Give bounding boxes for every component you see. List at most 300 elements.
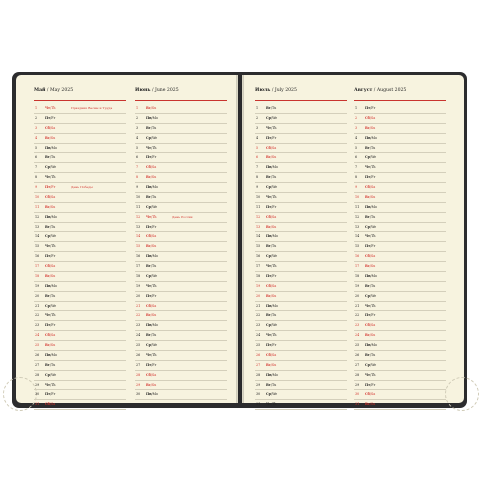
- day-number: 11: [355, 204, 360, 209]
- day-number: 10: [355, 194, 360, 199]
- day-row: [354, 311, 446, 321]
- day-row: [255, 331, 347, 341]
- day-number: 23: [256, 323, 261, 328]
- day-number: 12: [355, 214, 360, 219]
- weekday-en: We: [152, 343, 158, 347]
- weekday: Вс/Su: [146, 313, 157, 318]
- day-number: 6: [355, 155, 358, 160]
- weekday-ru: Чт: [146, 214, 152, 219]
- weekday-ru: Сб: [365, 185, 370, 189]
- day-row: [135, 351, 227, 361]
- weekday-en: We: [371, 362, 377, 367]
- day-number: 3: [355, 125, 358, 130]
- weekday: Чт/Th: [45, 382, 56, 387]
- weekday: Пн/Mo: [266, 372, 279, 377]
- weekday-ru: Пн: [146, 392, 152, 397]
- day-number: 21: [35, 303, 40, 308]
- weekday-ru: Вт: [146, 194, 151, 199]
- day-number: 4: [355, 135, 358, 140]
- weekday-ru: Сб: [146, 303, 151, 308]
- weekday: Пт/Fr: [365, 106, 376, 110]
- day-row: [135, 134, 227, 144]
- day-row: [135, 193, 227, 203]
- weekday-en: Th: [272, 125, 277, 130]
- weekday-en: We: [272, 115, 278, 120]
- weekday: Вт/Tu: [266, 175, 277, 180]
- weekday: Ср/We: [45, 234, 57, 239]
- weekday-en: Su: [370, 402, 376, 407]
- month-heading: Июль / July 2025: [255, 88, 347, 101]
- day-row: [34, 282, 126, 292]
- weekday-en: Sa: [151, 303, 157, 308]
- day-number: 16: [136, 254, 141, 259]
- day-number: 31: [256, 402, 261, 407]
- weekday-ru: Сб: [45, 125, 50, 130]
- weekday-en: Sa: [370, 185, 376, 189]
- weekday: Вс/Su: [146, 106, 157, 110]
- day-row: [255, 302, 347, 312]
- day-list: [135, 104, 227, 400]
- weekday-en: Fr: [272, 343, 277, 347]
- weekday-en: Tu: [50, 155, 56, 160]
- day-number: 10: [256, 194, 261, 199]
- weekday-en: Th: [272, 194, 277, 199]
- day-number: 20: [35, 293, 40, 298]
- day-number: 19: [35, 283, 40, 288]
- weekday: Пт/Fr: [266, 273, 277, 278]
- day-number: 7: [136, 165, 139, 170]
- weekday: Чт/Th: [365, 234, 376, 239]
- weekday: Вс/Su: [45, 135, 56, 140]
- weekday-en: Fr: [371, 313, 376, 318]
- weekday: Ср/We: [45, 372, 57, 377]
- month-name-en: May 2025: [49, 88, 74, 93]
- day-row: [354, 321, 446, 331]
- weekday: Сб/Sa: [266, 145, 277, 150]
- month-name-ru: Июль: [255, 88, 271, 93]
- weekday-ru: Сб: [365, 115, 370, 120]
- weekday-ru: Чт: [266, 333, 272, 338]
- day-row: [255, 203, 347, 213]
- weekday-en: Mo: [51, 214, 58, 219]
- weekday-ru: Вс: [45, 135, 50, 140]
- day-row: [354, 341, 446, 351]
- day-number: 22: [256, 313, 261, 318]
- month-column-may: [34, 88, 126, 410]
- weekday-en: We: [272, 392, 278, 397]
- weekday-en: Fr: [152, 293, 157, 298]
- weekday: Вс/Su: [266, 362, 277, 367]
- day-number: 25: [256, 343, 261, 347]
- weekday-ru: Вт: [266, 382, 271, 387]
- day-number: 2: [136, 115, 139, 120]
- day-row: [354, 351, 446, 361]
- weekday-ru: Пн: [146, 185, 152, 189]
- day-number: 30: [355, 392, 360, 397]
- day-number: 2: [35, 115, 38, 120]
- weekday: Сб/Sa: [45, 402, 56, 407]
- weekday-en: Tu: [271, 382, 277, 387]
- day-row: [34, 242, 126, 252]
- day-row: [135, 153, 227, 163]
- weekday-ru: Пн: [365, 204, 371, 209]
- day-row: [354, 163, 446, 173]
- weekday-en: Th: [272, 333, 277, 338]
- day-row: [255, 104, 347, 114]
- day-row: [34, 153, 126, 163]
- day-row: [34, 381, 126, 391]
- weekday-ru: Вт: [146, 333, 151, 338]
- day-number: 29: [256, 382, 261, 387]
- weekday-ru: Вт: [365, 283, 370, 288]
- day-number: 15: [355, 244, 360, 249]
- weekday-ru: Ср: [146, 135, 151, 140]
- weekday: Пт/Fr: [365, 382, 376, 387]
- weekday-ru: Сб: [266, 352, 271, 357]
- weekday: Чт/Th: [45, 313, 56, 318]
- weekday-ru: Ср: [365, 155, 370, 160]
- weekday: Чт/Th: [266, 125, 277, 130]
- weekday: Пн/Mo: [45, 352, 58, 357]
- weekday: Вт/Tu: [45, 155, 56, 160]
- weekday: Сб/Sa: [45, 333, 56, 338]
- weekday-ru: Пн: [45, 214, 51, 219]
- weekday-ru: Пн: [266, 234, 272, 239]
- day-row: [255, 252, 347, 262]
- weekday: Пт/Fr: [45, 323, 56, 328]
- weekday-ru: Пт: [146, 293, 152, 298]
- day-number: 25: [355, 343, 360, 347]
- day-number: 11: [256, 204, 261, 209]
- weekday-ru: Пн: [146, 323, 152, 328]
- weekday-ru: Вт: [365, 352, 370, 357]
- day-number: 25: [136, 343, 141, 347]
- weekday-ru: Пн: [365, 343, 371, 347]
- weekday-en: Mo: [371, 273, 378, 278]
- weekday-en: Su: [151, 106, 157, 110]
- weekday: Вт/Tu: [45, 224, 56, 229]
- day-number: 14: [355, 234, 360, 239]
- weekday: Сб/Sa: [266, 283, 277, 288]
- weekday-en: Sa: [50, 194, 56, 199]
- day-number: 28: [35, 372, 40, 377]
- day-row: [255, 223, 347, 233]
- weekday-ru: Ср: [45, 372, 50, 377]
- day-row: [255, 144, 347, 154]
- weekday-ru: Вт: [266, 175, 271, 180]
- day-row: [34, 321, 126, 331]
- weekday-en: Sa: [271, 145, 277, 150]
- day-number: 23: [355, 323, 360, 328]
- day-number: 16: [355, 254, 360, 259]
- weekday-ru: Ср: [266, 185, 271, 189]
- day-row: [255, 292, 347, 302]
- weekday: Сб/Sa: [365, 254, 376, 259]
- weekday-en: Fr: [152, 362, 157, 367]
- weekday-en: Tu: [271, 175, 277, 180]
- day-row: [135, 232, 227, 242]
- weekday-ru: Чт: [45, 244, 51, 249]
- weekday-en: We: [152, 135, 158, 140]
- day-list: [255, 104, 347, 410]
- day-row: [354, 213, 446, 223]
- day-number: 14: [256, 234, 261, 239]
- weekday-en: Fr: [272, 273, 277, 278]
- weekday-en: Mo: [51, 145, 58, 150]
- weekday: Пн/Mo: [45, 145, 58, 150]
- weekday: Пн/Mo: [45, 283, 58, 288]
- weekday: Пт/Fr: [365, 244, 376, 249]
- weekday-ru: Пт: [365, 106, 371, 110]
- weekday: Пн/Mo: [266, 234, 279, 239]
- weekday: Ср/We: [365, 293, 377, 298]
- day-number: 26: [35, 352, 40, 357]
- day-number: 13: [256, 224, 261, 229]
- weekday: Чт/Th: [266, 333, 277, 338]
- day-number: 6: [256, 155, 259, 160]
- month-name-en: July 2025: [274, 88, 297, 93]
- weekday-en: Tu: [370, 283, 376, 288]
- weekday: Ср/We: [266, 254, 278, 259]
- weekday-ru: Ср: [146, 343, 151, 347]
- day-row: [354, 361, 446, 371]
- weekday-en: Tu: [370, 352, 376, 357]
- day-number: 3: [35, 125, 38, 130]
- weekday: Сб/Sa: [266, 214, 277, 219]
- day-number: 18: [35, 273, 40, 278]
- day-number: 5: [355, 145, 358, 150]
- weekday: Сб/Sa: [365, 185, 376, 189]
- weekday-en: Fr: [371, 175, 376, 180]
- weekday-ru: Ср: [266, 254, 271, 259]
- weekday-en: Fr: [152, 155, 157, 160]
- weekday-en: Mo: [371, 204, 378, 209]
- day-number: 28: [355, 372, 360, 377]
- day-row: [354, 223, 446, 233]
- day-number: 16: [256, 254, 261, 259]
- weekday-en: Tu: [151, 125, 157, 130]
- weekday-ru: Сб: [365, 392, 370, 397]
- weekday: Вт/Tu: [266, 382, 277, 387]
- day-row: [354, 331, 446, 341]
- day-row: [135, 321, 227, 331]
- day-row: [34, 341, 126, 351]
- weekday: Чт/Th: [266, 402, 277, 407]
- day-number: 1: [136, 106, 139, 110]
- day-number: 19: [355, 283, 360, 288]
- weekday: Пт/Fr: [266, 135, 277, 140]
- day-row: [354, 292, 446, 302]
- corner-stitch-left: [3, 377, 37, 411]
- weekday-ru: Пн: [266, 165, 272, 170]
- day-row: [135, 341, 227, 351]
- weekday-en: Fr: [51, 323, 56, 328]
- day-row: [354, 262, 446, 272]
- weekday: Пт/Fr: [365, 313, 376, 318]
- weekday: Ср/We: [146, 135, 158, 140]
- weekday-ru: Вс: [45, 273, 50, 278]
- month-name-ru: Июнь: [135, 88, 151, 93]
- weekday-en: Th: [152, 214, 157, 219]
- weekday: Сб/Sa: [45, 264, 56, 268]
- weekday-en: Sa: [50, 333, 56, 338]
- weekday-ru: Пт: [45, 254, 51, 259]
- day-number: 22: [35, 313, 40, 318]
- page-spine: [236, 75, 244, 403]
- weekday-ru: Вт: [266, 244, 271, 249]
- weekday-ru: Пн: [45, 145, 51, 150]
- day-number: 24: [355, 333, 360, 338]
- weekday-ru: Сб: [146, 165, 151, 170]
- day-number: 17: [355, 264, 360, 268]
- weekday-en: Su: [370, 333, 376, 338]
- day-number: 23: [35, 323, 40, 328]
- day-row: [255, 193, 347, 203]
- day-number: 21: [355, 303, 360, 308]
- weekday: Вт/Tu: [146, 333, 157, 338]
- day-number: 7: [355, 165, 358, 170]
- weekday-en: We: [51, 165, 57, 170]
- day-row: [354, 183, 446, 193]
- weekday: Вс/Su: [365, 264, 376, 268]
- day-number: 24: [256, 333, 261, 338]
- day-row: [255, 153, 347, 163]
- day-row: [354, 381, 446, 391]
- weekday-ru: Чт: [45, 382, 51, 387]
- weekday-en: Fr: [51, 392, 56, 397]
- weekday-en: Th: [51, 244, 56, 249]
- weekday: Сб/Sa: [146, 372, 157, 377]
- weekday: Вт/Tu: [365, 283, 376, 288]
- weekday: Сб/Sa: [365, 115, 376, 120]
- day-row: [255, 114, 347, 124]
- day-row: [354, 302, 446, 312]
- weekday-ru: Пн: [266, 303, 272, 308]
- weekday: Вс/Su: [266, 155, 277, 160]
- weekday-ru: Пт: [365, 244, 371, 249]
- weekday-en: Th: [272, 264, 277, 268]
- day-row: [354, 252, 446, 262]
- weekday: Ср/We: [146, 273, 158, 278]
- day-number: 10: [35, 194, 40, 199]
- weekday: Вт/Tu: [45, 293, 56, 298]
- weekday-ru: Чт: [266, 125, 272, 130]
- day-number: 1: [355, 106, 358, 110]
- weekday-ru: Чт: [266, 194, 272, 199]
- weekday: Пн/Mo: [266, 165, 279, 170]
- weekday-ru: Вт: [365, 214, 370, 219]
- weekday-en: Th: [152, 283, 157, 288]
- day-number: 11: [136, 204, 141, 209]
- weekday: Вт/Tu: [365, 214, 376, 219]
- day-row: [354, 134, 446, 144]
- weekday: Ср/We: [365, 155, 377, 160]
- weekday: Пт/Fr: [146, 293, 157, 298]
- weekday-en: Sa: [151, 234, 157, 239]
- weekday: Вт/Tu: [365, 145, 376, 150]
- weekday-en: Th: [371, 165, 376, 170]
- day-number: 8: [35, 175, 38, 180]
- weekday-en: Mo: [51, 283, 58, 288]
- day-row: [255, 173, 347, 183]
- weekday-en: We: [371, 293, 377, 298]
- day-number: 10: [136, 194, 141, 199]
- day-row: [255, 282, 347, 292]
- weekday: Пт/Fr: [365, 175, 376, 180]
- weekday-en: Mo: [272, 234, 279, 239]
- weekday: Пн/Mo: [146, 185, 159, 189]
- weekday-en: Sa: [271, 214, 277, 219]
- holiday-note: Праздник Весны и Труда: [71, 106, 113, 110]
- day-row: [354, 144, 446, 154]
- day-number: 14: [136, 234, 141, 239]
- weekday: Чт/Th: [266, 194, 277, 199]
- day-number: 29: [35, 382, 40, 387]
- day-number: 26: [136, 352, 141, 357]
- weekday: Чт/Th: [45, 175, 56, 180]
- day-number: 12: [136, 214, 141, 219]
- weekday: Пн/Mo: [146, 392, 159, 397]
- weekday-en: Sa: [50, 125, 56, 130]
- weekday: Пт/Fr: [45, 185, 56, 189]
- weekday-ru: Ср: [45, 303, 50, 308]
- day-row: [135, 183, 227, 193]
- weekday-en: Tu: [271, 106, 277, 110]
- weekday: Вт/Tu: [266, 244, 277, 249]
- day-row: [34, 173, 126, 183]
- weekday-ru: Чт: [266, 264, 272, 268]
- weekday-ru: Пт: [45, 115, 51, 120]
- day-number: 3: [256, 125, 259, 130]
- weekday: Чт/Th: [146, 352, 157, 357]
- weekday-en: Su: [50, 135, 56, 140]
- day-number: 6: [136, 155, 139, 160]
- day-row: [135, 390, 227, 400]
- weekday: Сб/Sa: [146, 165, 157, 170]
- weekday: Ср/We: [146, 343, 158, 347]
- day-row: [255, 163, 347, 173]
- weekday-en: Su: [271, 293, 277, 298]
- weekday-en: Su: [50, 204, 56, 209]
- weekday-en: Th: [272, 402, 277, 407]
- day-row: [255, 381, 347, 391]
- weekday-en: Fr: [152, 224, 157, 229]
- weekday: Вс/Su: [266, 293, 277, 298]
- day-row: [255, 311, 347, 321]
- weekday-ru: Вт: [365, 145, 370, 150]
- weekday: Пт/Fr: [146, 362, 157, 367]
- day-row: [34, 252, 126, 262]
- weekday: Пт/Fr: [146, 224, 157, 229]
- day-number: 29: [136, 382, 141, 387]
- day-number: 4: [35, 135, 38, 140]
- weekday: Вс/Su: [146, 244, 157, 249]
- day-row: [34, 223, 126, 233]
- weekday: Чт/Th: [146, 283, 157, 288]
- day-row: [354, 104, 446, 114]
- weekday-ru: Вт: [45, 224, 50, 229]
- weekday-ru: Сб: [266, 214, 271, 219]
- weekday: Чт/Th: [365, 165, 376, 170]
- day-number: 2: [355, 115, 358, 120]
- weekday-ru: Чт: [45, 106, 51, 110]
- month-heading: Июнь / June 2025: [135, 88, 227, 101]
- day-row: [354, 400, 446, 410]
- weekday-ru: Ср: [266, 115, 271, 120]
- day-row: [135, 331, 227, 341]
- weekday-en: Su: [151, 313, 157, 318]
- day-number: 14: [35, 234, 40, 239]
